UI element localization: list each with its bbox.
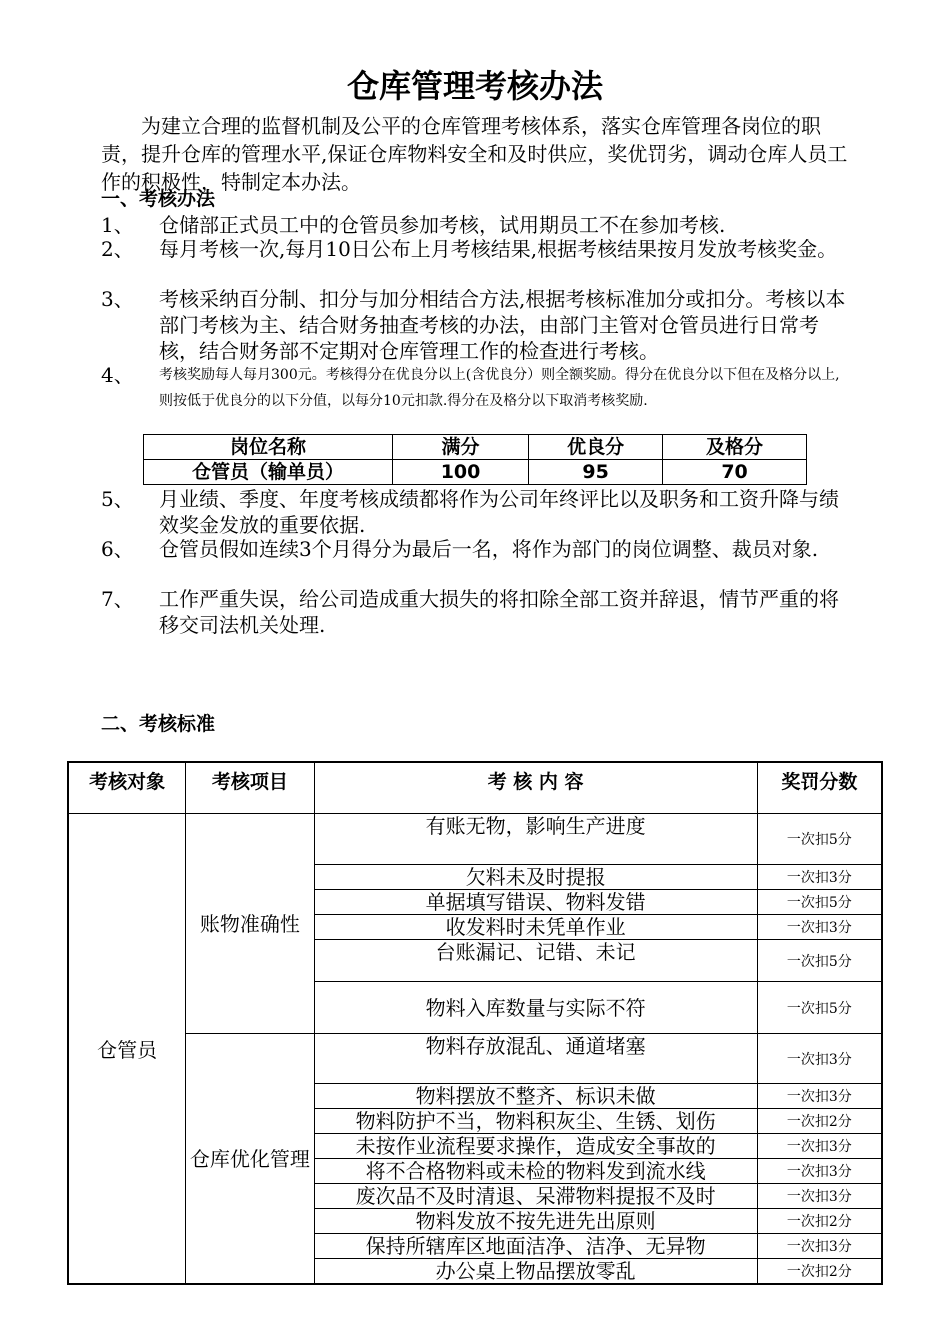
list-item bbox=[101, 486, 851, 538]
table-header-cell: 考核项目 bbox=[186, 762, 314, 814]
score-cell: 一次扣2分 bbox=[757, 1109, 882, 1134]
section-heading-methods: 一、考核办法 bbox=[101, 188, 216, 210]
document-title: 仓库管理考核办法 bbox=[346, 67, 603, 105]
project-cell: 仓库优化管理 bbox=[186, 1034, 314, 1285]
score-table bbox=[143, 434, 807, 485]
score-cell: 一次扣3分 bbox=[757, 865, 882, 890]
table-header-cell: 优良分 bbox=[529, 435, 663, 460]
item-text: 仓管员假如连续3个月得分为最后一名，将作为部门的岗位调整、裁员对象. bbox=[159, 537, 819, 561]
item-number: 6、 bbox=[101, 537, 134, 561]
content-cell: 物料发放不按先进先出原则 bbox=[314, 1209, 757, 1234]
table-row bbox=[68, 814, 882, 865]
list-item bbox=[101, 236, 851, 288]
content-cell: 物料防护不当，物料积灰尘、生锈、划伤 bbox=[314, 1109, 757, 1134]
list-item bbox=[101, 286, 851, 364]
score-cell: 一次扣3分 bbox=[757, 1084, 882, 1109]
list-item bbox=[101, 536, 851, 588]
item-number: 5、 bbox=[101, 487, 134, 511]
section-heading-standards: 二、考核标准 bbox=[101, 713, 216, 735]
table-header-cell: 岗位名称 bbox=[144, 435, 393, 460]
content-cell: 单据填写错误、物料发错 bbox=[314, 890, 757, 915]
score-cell: 一次扣5分 bbox=[757, 982, 882, 1034]
table-cell: 95 bbox=[529, 460, 663, 485]
item-text: 考核采纳百分制、扣分与加分相结合方法,根据考核标准加分或扣分。考核以本部门考核为主、结合财务抽查考核的办法，由部门主管对仓管员进行日常考核，结合财务部不定期对仓库管理工作的检查进行考核。 bbox=[159, 287, 846, 363]
score-cell: 一次扣5分 bbox=[757, 940, 882, 982]
table-header-cell: 考核对象 bbox=[68, 762, 186, 814]
content-cell: 物料入库数量与实际不符 bbox=[314, 982, 757, 1034]
standard-table bbox=[67, 761, 883, 1285]
score-cell: 一次扣3分 bbox=[757, 1234, 882, 1259]
item-number: 1、 bbox=[101, 213, 134, 237]
score-cell: 一次扣2分 bbox=[757, 1259, 882, 1285]
table-header-cell: 及格分 bbox=[663, 435, 807, 460]
table-header-row bbox=[68, 762, 882, 814]
content-cell: 保持所辖库区地面洁净、洁净、无异物 bbox=[314, 1234, 757, 1259]
item-number: 7、 bbox=[101, 587, 134, 611]
score-cell: 一次扣3分 bbox=[757, 1159, 882, 1184]
score-cell: 一次扣2分 bbox=[757, 1209, 882, 1234]
table-header-cell: 奖罚分数 bbox=[757, 762, 882, 814]
list-item bbox=[101, 362, 851, 434]
content-cell: 物料摆放不整齐、标识未做 bbox=[314, 1084, 757, 1109]
content-cell: 物料存放混乱、通道堵塞 bbox=[314, 1034, 757, 1084]
score-cell: 一次扣3分 bbox=[757, 1184, 882, 1209]
table-header-cell: 满分 bbox=[393, 435, 529, 460]
item-text: 每月考核一次,每月10日公布上月考核结果,根据考核结果按月发放考核奖金。 bbox=[159, 237, 838, 261]
item-text: 仓储部正式员工中的仓管员参加考核，试用期员工不在参加考核. bbox=[159, 213, 726, 237]
table-cell: 100 bbox=[393, 460, 529, 485]
content-cell: 未按作业流程要求操作，造成安全事故的 bbox=[314, 1134, 757, 1159]
project-cell: 账物准确性 bbox=[186, 814, 314, 1034]
score-cell: 一次扣3分 bbox=[757, 1134, 882, 1159]
table-row bbox=[144, 460, 807, 485]
item-number: 3、 bbox=[101, 287, 134, 311]
list-item bbox=[101, 212, 851, 238]
item-number: 2、 bbox=[101, 237, 134, 261]
content-cell: 收发料时未凭单作业 bbox=[314, 915, 757, 940]
table-cell: 70 bbox=[663, 460, 807, 485]
score-cell: 一次扣3分 bbox=[757, 915, 882, 940]
table-cell: 仓管员（输单员） bbox=[144, 460, 393, 485]
score-cell: 一次扣5分 bbox=[757, 814, 882, 865]
item-number: 4、 bbox=[101, 363, 134, 387]
content-cell: 有账无物，影响生产进度 bbox=[314, 814, 757, 865]
table-header-row bbox=[144, 435, 807, 460]
item-text: 月业绩、季度、年度考核成绩都将作为公司年终评比以及职务和工资升降与绩效奖金发放的重要依据. bbox=[159, 487, 839, 537]
object-cell: 仓管员 bbox=[68, 814, 186, 1285]
content-cell: 台账漏记、记错、未记 bbox=[314, 940, 757, 982]
intro-paragraph: 为建立合理的监督机制及公平的仓库管理考核体系，落实仓库管理各岗位的职责，提升仓库的管理水平,保证仓库物料安全和及时供应，奖优罚劣，调动仓库人员工作的积极性，特制定本办法。 bbox=[101, 114, 848, 194]
content-cell: 欠料未及时提报 bbox=[314, 865, 757, 890]
score-cell: 一次扣3分 bbox=[757, 1034, 882, 1084]
content-cell: 废次品不及时清退、呆滞物料提报不及时 bbox=[314, 1184, 757, 1209]
list-item bbox=[101, 586, 851, 638]
item-text: 考核奖励每人每月300元。考核得分在优良分以上(含优良分）则全额奖励。得分在优良分以下但在及格分以上,则按低于优良分的以下分值，以每分10元扣款.得分在及格分以下取消考核奖励. bbox=[159, 367, 840, 409]
content-cell: 将不合格物料或未检的物料发到流水线 bbox=[314, 1159, 757, 1184]
table-row bbox=[68, 1034, 882, 1084]
content-cell: 办公桌上物品摆放零乱 bbox=[314, 1259, 757, 1285]
table-header-cell: 考 核 内 容 bbox=[314, 762, 757, 814]
item-text: 工作严重失误，给公司造成重大损失的将扣除全部工资并辞退，情节严重的将移交司法机关处理. bbox=[159, 587, 839, 637]
score-cell: 一次扣5分 bbox=[757, 890, 882, 915]
